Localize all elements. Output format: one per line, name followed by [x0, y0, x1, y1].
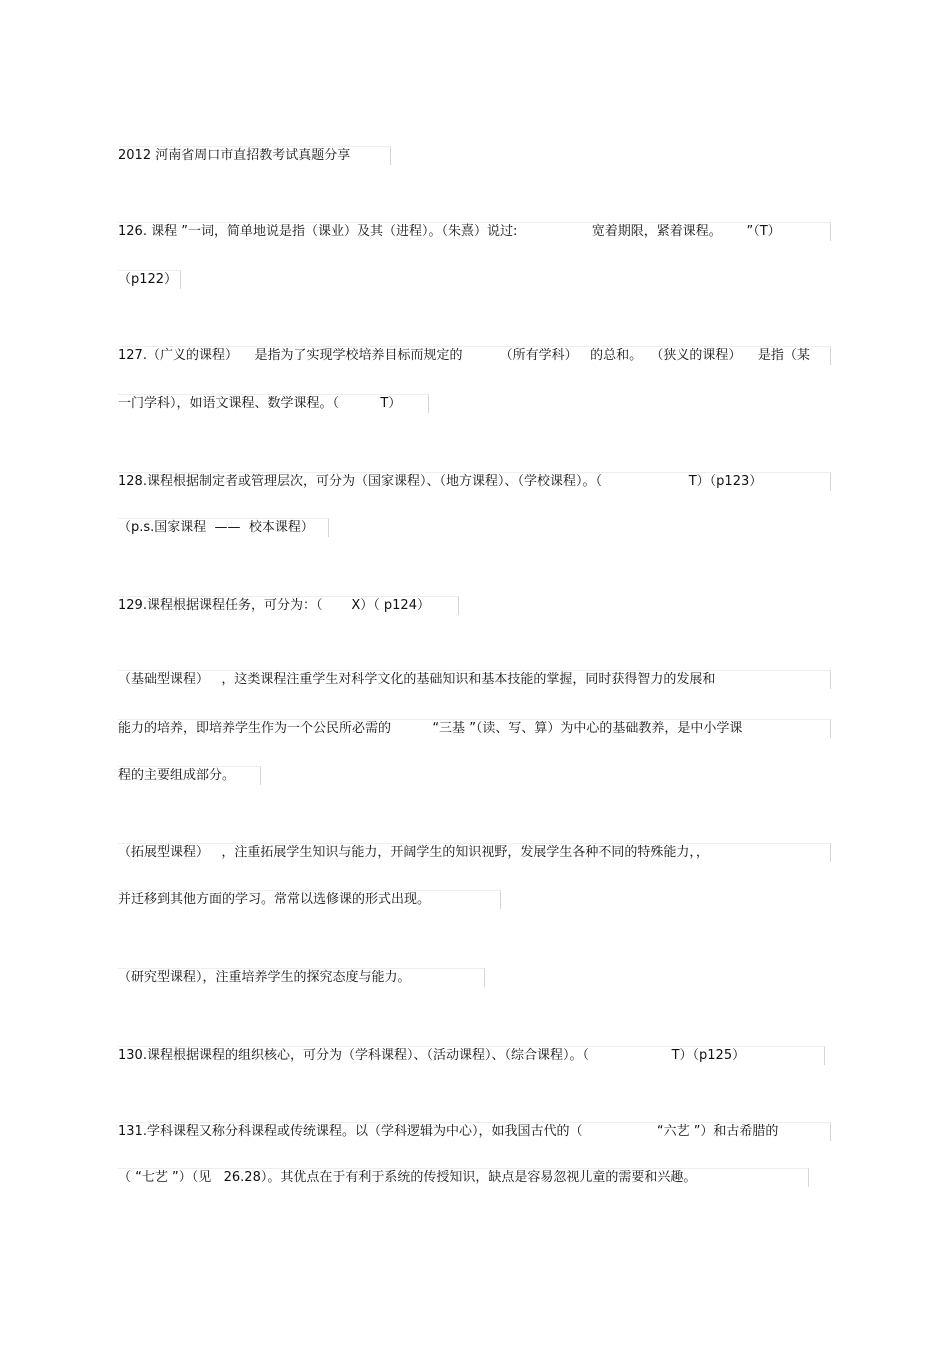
question-131-line-1: 131.学科课程又称分科课程或传统课程。以（学科逻辑为中心），如我国古代的（ “六艺 ”）和古希腊的 — [118, 1122, 831, 1141]
question-129-line-1: 129.课程根据课程任务，可分为：（ X）（ p124） — [118, 596, 459, 615]
question-131-line-2: （ “七艺 ”）（见 26.28）。其优点在于有利于系统的传授知识，缺点是容易忽视儿童的需要和兴趣。 — [118, 1168, 809, 1187]
extended-course-line-1: （拓展型课程） ，注重拓展学生知识与能力，开阔学生的知识视野，发展学生各种不同的特殊能力，， — [118, 843, 831, 862]
question-127-line-2: 一门学科），如语文课程、数学课程。（ T） — [118, 394, 429, 413]
question-126-line-2: （p122） — [118, 270, 181, 289]
question-130-line: 130.课程根据课程的组织核心，可分为（学科课程）、（活动课程）、（综合课程）。（ T）（p125） — [118, 1046, 825, 1065]
question-128-line-2: （p.s.国家课程 —— 校本课程） — [118, 518, 329, 537]
research-course-line: （研究型课程），注重培养学生的探究态度与能力。 — [118, 968, 485, 987]
basic-course-line-3: 程的主要组成部分。 — [118, 766, 261, 785]
question-127-line-1: 127.（广义的课程） 是指为了实现学校培养目标而规定的 （所有学科） 的总和。 （狭义的课程） 是指（某 — [118, 346, 831, 365]
extended-course-line-2: 并迁移到其他方面的学习。常常以选修课的形式出现。 — [118, 890, 501, 909]
document-title: 2012 河南省周口市直招教考试真题分享 — [118, 146, 391, 165]
question-128-line-1: 128.课程根据制定者或管理层次，可分为（国家课程）、（地方课程）、（学校课程）。（ T）（p123） — [118, 472, 831, 491]
basic-course-line-1: （基础型课程） ，这类课程注重学生对科学文化的基础知识和基本技能的掌握，同时获得智力的发展和 — [118, 670, 831, 689]
question-126-line-1: 126. 课程 ”一词，简单地说是指（课业）及其（进程）。（朱熹）说过: 宽着期限，紧着课程。 ”（T） — [118, 222, 831, 241]
basic-course-line-2: 能力的培养，即培养学生作为一个公民所必需的 “三基 ”（读、写、算）为中心的基础教养，是中小学课 — [118, 719, 831, 738]
